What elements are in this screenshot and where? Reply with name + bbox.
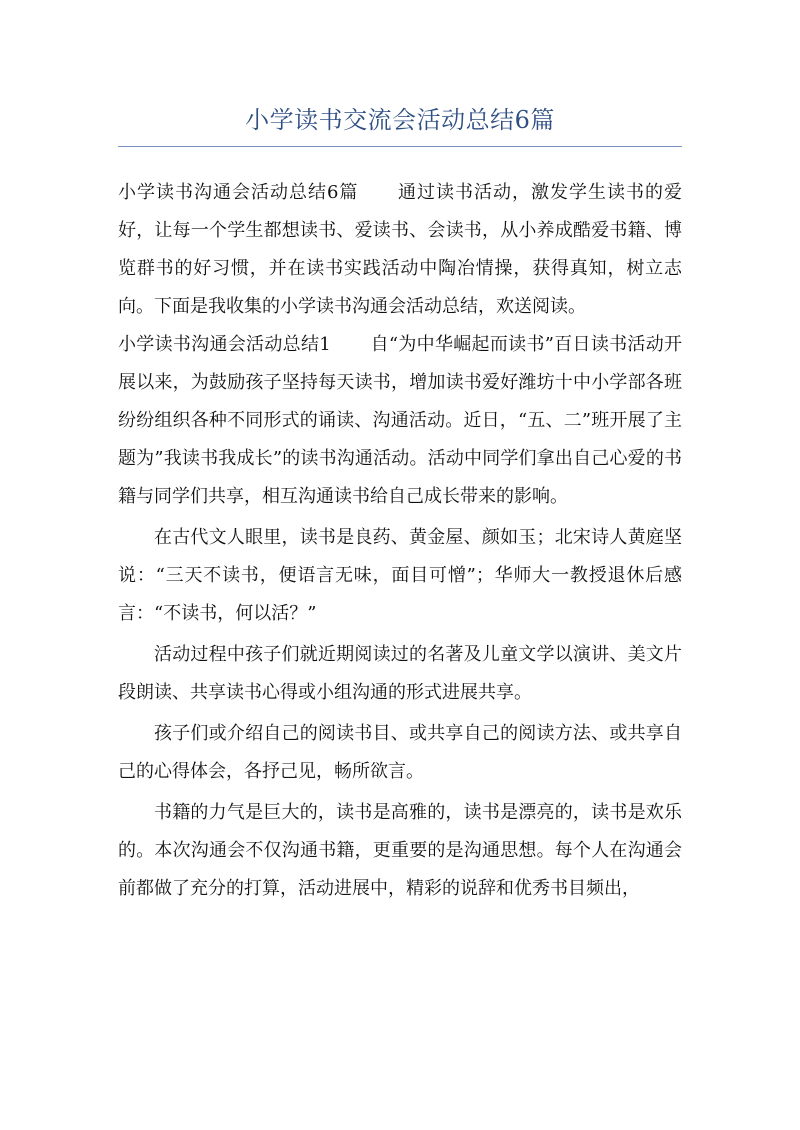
- body-paragraph-2: 活动过程中孩子们就近期阅读过的名著及儿童文学以演讲、美文片段朗读、共享读书心得或小组沟通的形式进展共享。: [118, 644, 682, 703]
- document-title: 小学读书交流会活动总结6篇: [245, 106, 555, 134]
- summary-1-text: 自“为中华崛起而读书”百日读书活动开展以来，为鼓励孩子坚持每天读书，增加读书爱好潍坊十中小学部各班纷纷组织各种不同形式的诵读、沟通活动。近日，“五、二”班开展了主题为”我读书我成长”的读书沟通活动。活动中同学们拿出自己心爱的书籍与同学们共享，相互沟通读书给自己成长带来的影响。: [118, 334, 683, 507]
- body-paragraph-3: 孩子们或介绍自己的阅读书目、或共享自己的阅读方法、或共享自己的心得体会，各抒己见，畅所欲言。: [118, 723, 682, 782]
- intro-paragraph: [118, 174, 682, 326]
- summary-1-paragraph: [118, 326, 682, 516]
- title-divider: [118, 146, 682, 147]
- body-paragraph-4: 书籍的力气是巨大的，读书是高雅的，读书是漂亮的，读书是欢乐的。本次沟通会不仅沟通书籍，更重要的是沟通思想。每个人在沟通会前都做了充分的打算，活动进展中，精彩的说辞和优秀书目频出，: [118, 802, 682, 899]
- intro-text: 通过读书活动，激发学生读书的爱好，让每一个学生都想读书、爱读书、会读书，从小养成酷爱书籍、博览群书的好习惯，并在读书实践活动中陶冶情操，获得真知，树立志向。下面是我收集的小学读书沟通会活动总结，欢送阅读。: [118, 182, 683, 317]
- intro-heading: 小学读书沟通会活动总结6篇: [118, 182, 359, 203]
- body-paragraph-1: 在古代文人眼里，读书是良药、黄金屋、颜如玉；北宋诗人黄庭坚说：“三天不读书，便语言无味，面目可憎”；华师大一教授退休后感言：“不读书，何以活？”: [118, 527, 682, 624]
- summary-1-heading: 小学读书沟通会活动总结1: [118, 334, 331, 355]
- document-body: [118, 174, 682, 908]
